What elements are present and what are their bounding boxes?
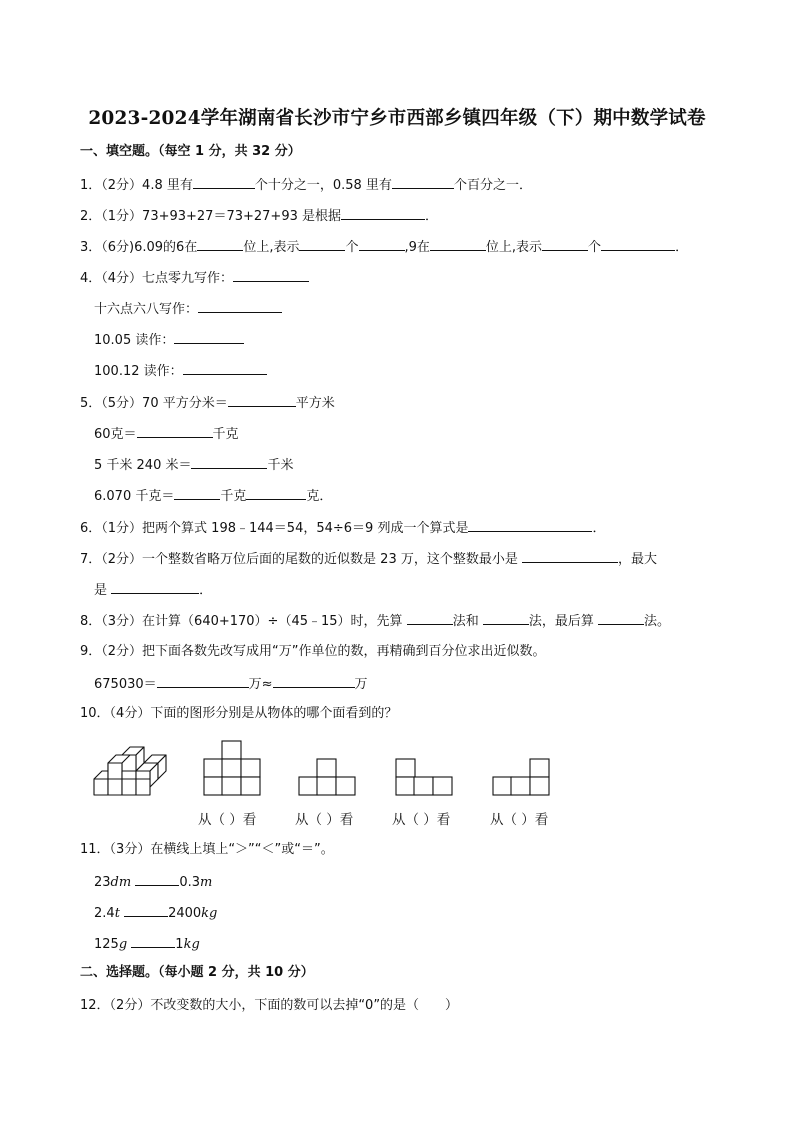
cube-stack-figure: [92, 738, 172, 800]
q3-text-b: 位上,表示: [243, 240, 300, 255]
question-8: [80, 611, 670, 631]
q6-blank-1[interactable]: [468, 518, 592, 532]
q3-blank-6[interactable]: [601, 237, 675, 251]
question-11-row-3: [94, 934, 200, 954]
view-figure-1: [203, 740, 263, 798]
q10-text-a: 10．（4分）下面的图形分别是从物体的哪个面看到的？: [80, 706, 398, 721]
question-10: [80, 705, 397, 723]
q3-text-g: ．: [675, 240, 689, 255]
q9-text-b1: 675030＝: [94, 677, 157, 692]
q1-text-b: 个十分之一，0.58 里有: [254, 178, 392, 193]
q1-text-a: 1．（2分）4.8 里有: [80, 178, 193, 193]
q11-text-a: 11．（3分）在横线上填上“＞”“＜”或“＝”。: [80, 842, 334, 857]
q9-blank-2[interactable]: [273, 674, 355, 688]
q11-r3-unit: g: [118, 937, 128, 952]
question-9-part-b: [94, 674, 368, 694]
q11-blank-2[interactable]: [124, 903, 168, 917]
q4-text-d: 100.12 读作：: [94, 364, 183, 379]
q11-r2-num2: 2400: [168, 906, 202, 921]
q5-text-d1: 6.070 千克＝: [94, 489, 175, 504]
q6-text-a: 6．（1分）把两个算式 198﹣144＝54，54÷6＝9 列成一个算式是: [80, 521, 469, 536]
q8-blank-1[interactable]: [407, 611, 453, 625]
q8-text-c: 法，最后算: [528, 614, 594, 629]
view-caption-4: 从（ ）看: [490, 812, 549, 828]
q3-text-f: 个: [588, 240, 602, 255]
question-7: [80, 549, 657, 569]
q11-r1-num: 23: [94, 875, 111, 890]
q8-text-b: 法和: [452, 614, 479, 629]
view-figure-3: [395, 758, 455, 798]
q5-blank-1[interactable]: [228, 393, 296, 407]
q5-text-c1: 5 千米 240 米＝: [94, 458, 192, 473]
q3-blank-3[interactable]: [359, 237, 405, 251]
q2-blank-1[interactable]: [341, 206, 425, 220]
view-caption-3: 从（ ）看: [392, 812, 451, 828]
q6-text-b: ．: [592, 521, 606, 536]
question-7-part-b: [94, 580, 212, 600]
q11-r3-unit2: kg: [183, 937, 200, 952]
q11-r1-unit2: m: [200, 875, 213, 890]
q3-text-a: 3．（6分)6.09的6在: [80, 240, 198, 255]
question-4-part-c: [94, 330, 244, 350]
q3-blank-4[interactable]: [430, 237, 486, 251]
q3-text-c: 个: [345, 240, 359, 255]
q9-text-b2: 万≈: [248, 677, 273, 692]
question-12: [80, 997, 458, 1015]
q11-r1-num2: 0.3: [179, 875, 201, 890]
q11-r1-unit: dm: [110, 875, 132, 890]
q7-text-a: 7．（2分）一个整数省略万位后面的尾数的近似数是 23 万，这个整数最小是: [80, 552, 518, 567]
q12-text: 12．（2分）不改变数的大小，下面的数可以去掉“0”的是（ ）: [80, 998, 459, 1013]
q11-r3-num: 125: [94, 937, 119, 952]
q8-blank-3[interactable]: [598, 611, 644, 625]
q5-text-b2: 千克: [212, 427, 239, 442]
q5-blank-2[interactable]: [137, 424, 213, 438]
view-figure-4: [492, 758, 552, 798]
q3-blank-5[interactable]: [542, 237, 588, 251]
question-5: [80, 393, 335, 413]
view-caption-2: 从（ ）看: [295, 812, 354, 828]
q9-text-b3: 万: [354, 677, 368, 692]
q5-blank-5[interactable]: [246, 486, 306, 500]
q11-r2-num: 2.4: [94, 906, 115, 921]
q4-blank-2[interactable]: [198, 299, 282, 313]
q11-r2-unit2: kg: [201, 906, 218, 921]
q3-text-d: ,9在: [404, 240, 430, 255]
page-title: 2023-2024学年湖南省长沙市宁乡市西部乡镇四年级（下）期中数学试卷: [88, 108, 706, 129]
q1-blank-1[interactable]: [193, 175, 255, 189]
question-4: [80, 268, 309, 288]
q7-text-b: ，最大: [618, 552, 658, 567]
section-heading-fill-blank: 一、填空题。（每空 1 分，共 32 分）: [80, 144, 301, 159]
question-6: [80, 518, 605, 538]
question-11-row-1: [94, 872, 212, 892]
q5-text-d2: 千克: [220, 489, 247, 504]
question-5-part-c: [94, 455, 294, 475]
q9-text-a: 9．（2分）把下面各数先改写成用“万”作单位的数，再精确到百分位求出近似数。: [80, 644, 546, 659]
question-5-part-b: [94, 424, 239, 444]
q1-text-c: 个百分之一．: [453, 178, 532, 193]
q5-text-a2: 平方米: [295, 396, 335, 411]
q4-text-b: 十六点六八写作：: [94, 302, 199, 317]
question-11: [80, 841, 334, 859]
question-3: [80, 237, 688, 257]
q5-text-b1: 60克＝: [94, 427, 137, 442]
q5-blank-4[interactable]: [174, 486, 220, 500]
q7-blank-2[interactable]: [111, 580, 199, 594]
q2-text-b: ．: [425, 209, 439, 224]
question-4-part-d: [94, 361, 267, 381]
question-9: [80, 643, 546, 661]
q2-text-a: 2．（1分）73+93+27＝73+27+93 是根据: [80, 209, 341, 224]
q3-text-e: 位上,表示: [485, 240, 543, 255]
q4-blank-4[interactable]: [183, 361, 267, 375]
view-figure-2: [298, 758, 358, 798]
q1-blank-2[interactable]: [392, 175, 454, 189]
q4-blank-1[interactable]: [233, 268, 309, 282]
q9-blank-1[interactable]: [157, 674, 249, 688]
q11-r2-unit: t: [114, 906, 120, 921]
q11-blank-3[interactable]: [131, 934, 175, 948]
question-2: [80, 206, 438, 226]
q4-text-c: 10.05 读作：: [94, 333, 175, 348]
q7-blank-1[interactable]: [522, 549, 618, 563]
question-1: [80, 175, 532, 195]
section-heading-multiple-choice: 二、选择题。（每小题 2 分，共 10 分）: [80, 965, 314, 980]
q5-text-a1: 5．（5分）70 平方分米＝: [80, 396, 228, 411]
q5-blank-3[interactable]: [191, 455, 267, 469]
q8-text-a: 8．（3分）在计算（640+170）÷（45﹣15）时，先算: [80, 614, 403, 629]
q3-blank-2[interactable]: [299, 237, 345, 251]
q7-text-c: 是: [94, 583, 108, 598]
q7-text-d: ．: [199, 583, 213, 598]
view-caption-1: 从（ ）看: [198, 812, 257, 828]
question-4-part-b: [94, 299, 282, 319]
q4-text-a: 4．（4分）七点零九写作：: [80, 271, 234, 286]
q5-text-c2: 千米: [267, 458, 294, 473]
q11-r3-num2: 1: [175, 937, 184, 952]
question-11-row-2: [94, 903, 217, 923]
q4-blank-3[interactable]: [174, 330, 244, 344]
q8-blank-2[interactable]: [483, 611, 529, 625]
q5-text-d3: 克．: [306, 489, 333, 504]
question-5-part-d: [94, 486, 332, 506]
q11-blank-1[interactable]: [135, 872, 179, 886]
q8-text-d: 法。: [644, 614, 671, 629]
q3-blank-1[interactable]: [197, 237, 243, 251]
